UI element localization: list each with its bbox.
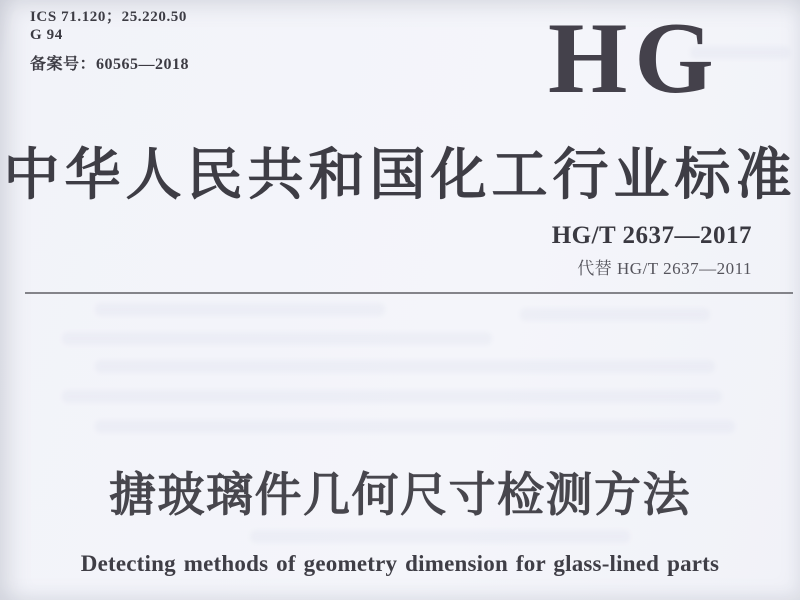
- horizontal-divider: [25, 292, 793, 294]
- hg-standard-logo: HG: [548, 2, 721, 115]
- classification-code: G 94: [30, 27, 63, 43]
- record-number: 备案号：60565—2018: [30, 56, 190, 73]
- document-title-chinese: 搪玻璃件几何尺寸检测方法: [109, 468, 691, 521]
- replaces-note: 代替 HG/T 2637—2011: [577, 259, 752, 278]
- standard-body-heading: 中华人民共和国化工行业标准: [3, 145, 797, 207]
- ics-code: ICS 71.120；25.220.50: [30, 9, 188, 25]
- document-title-english: Detecting methods of geometry dimension for glass-lined parts: [80, 551, 720, 576]
- standard-number: HG/T 2637—2017: [551, 222, 752, 249]
- standard-number-block: [552, 222, 752, 279]
- document-classification-block: [30, 8, 189, 74]
